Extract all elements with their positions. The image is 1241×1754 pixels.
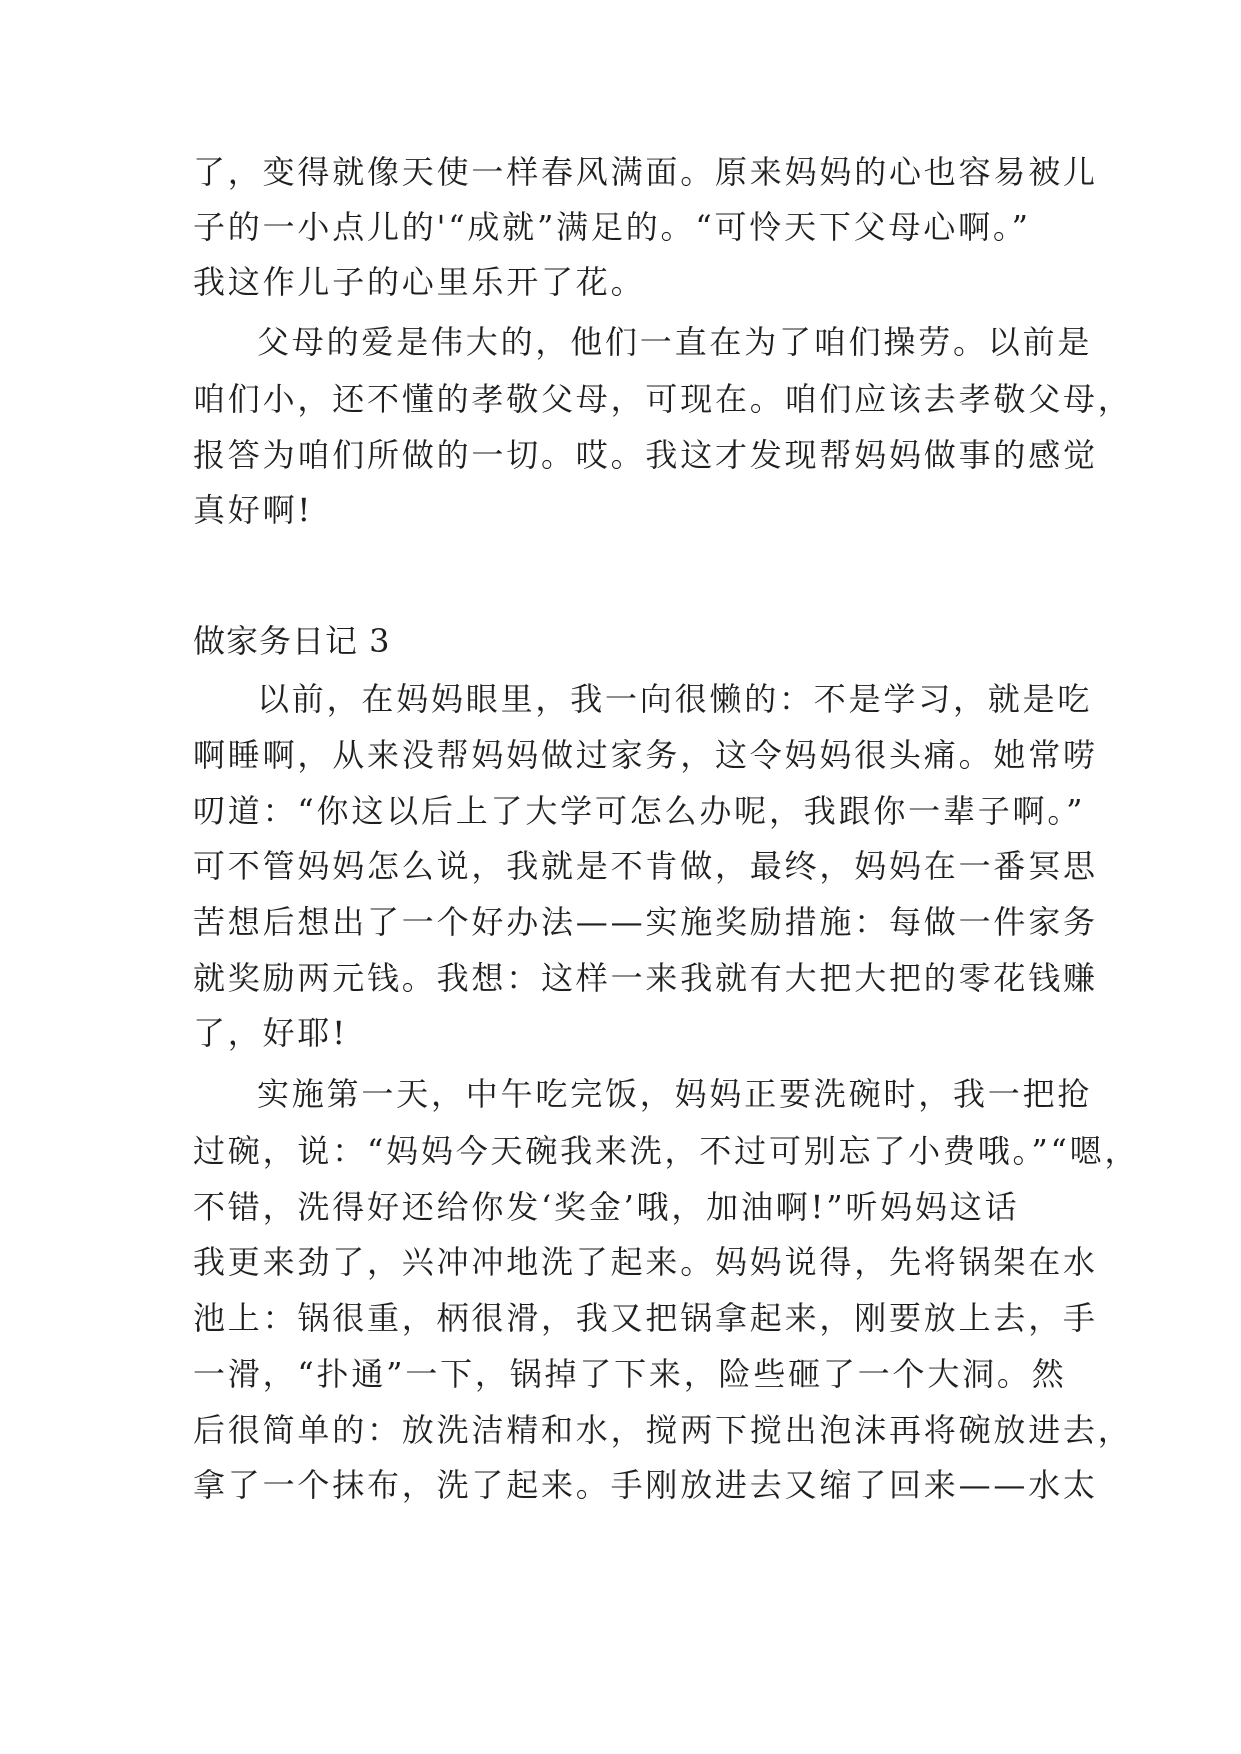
text-line: 报答为咱们所做的一切。哎。我这才发现帮妈妈做事的感觉 [193,436,1098,474]
text-line: 了，变得就像天使一样春风满面。原来妈妈的心也容易被儿 [193,153,1098,191]
text-line: 咱们小，还不懂的孝敬父母，可现在。咱们应该去孝敬父母， [193,380,1133,418]
text-line: 就奖励两元钱。我想：这样一来我就有大把大把的零花钱赚 [193,959,1098,997]
text-line: 以前，在妈妈眼里，我一向很懒的：不是学习，就是吃 [257,680,1093,718]
text-line: 不错，洗得好还给你发‘奖金’哦，加油啊!”听妈妈这话 [193,1188,1020,1226]
text-line: 我这作儿子的心里乐开了花。 [193,263,646,301]
text-line: 池上：锅很重，柄很滑，我又把锅拿起来，刚要放上去，手 [193,1299,1098,1337]
section-heading: 做家务日记 3 [193,622,391,660]
text-line: 过碗，说：“妈妈今天碗我来洗，不过可别忘了小费哦。”“嗯， [193,1132,1140,1170]
text-line: 叨道：“你这以后上了大学可怎么办呢，我跟你一辈子啊。” [193,792,1086,830]
text-line: 一滑，“扑通”一下，锅掉了下来，险些砸了一个大洞。然 [193,1355,1067,1393]
text-line: 后很简单的：放洗洁精和水，搅两下搅出泡沫再将碗放进去， [193,1411,1133,1449]
text-line: 父母的爱是伟大的，他们一直在为了咱们操劳。以前是 [257,323,1093,361]
text-line: 苦想后想出了一个好办法——实施奖励措施：每做一件家务 [193,903,1098,941]
text-line: 啊睡啊，从来没帮妈妈做过家务，这令妈妈很头痛。她常唠 [193,736,1098,774]
text-line: 实施第一天，中午吃完饭，妈妈正要洗碗时，我一把抢 [257,1075,1093,1113]
text-line: 真好啊! [193,491,314,529]
text-line: 拿了一个抹布，洗了起来。手刚放进去又缩了回来——水太 [193,1466,1098,1504]
text-line: 子的一小点儿的'“成就”满足的。“可怜天下父母心啊。” [193,208,1031,246]
text-line: 可不管妈妈怎么说，我就是不肯做，最终，妈妈在一番冥思 [193,847,1098,885]
text-line: 我更来劲了，兴冲冲地洗了起来。妈妈说得，先将锅架在水 [193,1243,1098,1281]
text-line: 了，好耶! [193,1014,348,1052]
